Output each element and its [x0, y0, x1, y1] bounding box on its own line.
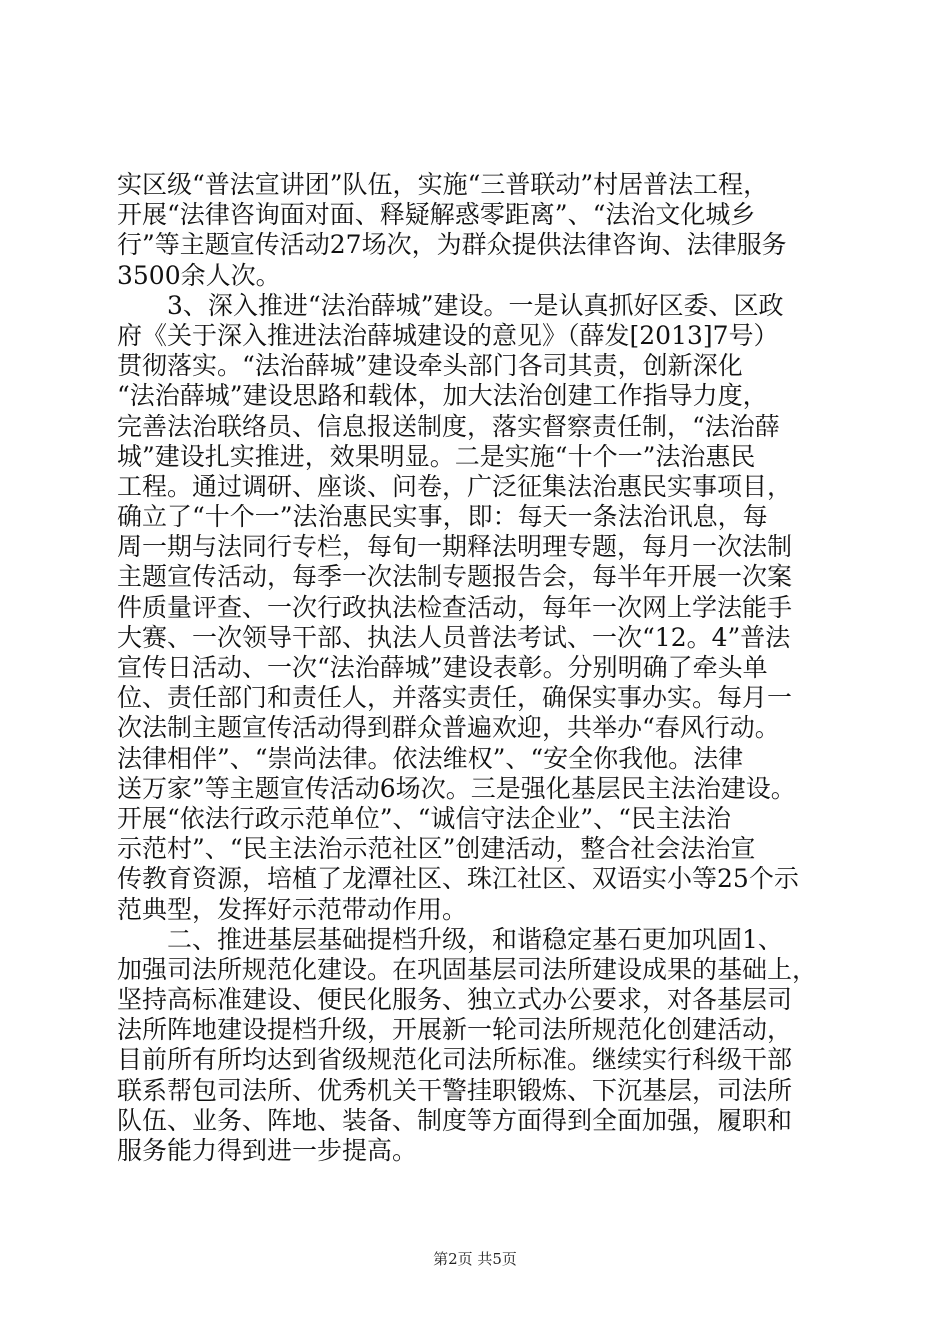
text-line: 加强司法所规范化建设。在巩固基层司法所建设成果的基础上， — [117, 954, 818, 984]
text-line: 送万家”等主题宣传活动6场次。三是强化基层民主法治建设。 — [117, 773, 796, 803]
body-text — [117, 170, 847, 1166]
text-line: 件质量评查、一次行政执法检查活动，每年一次网上学法能手 — [117, 592, 793, 622]
text-line: 确立了“十个一”法治惠民实事，即：每天一条法治讯息，每 — [117, 502, 768, 532]
text-line: 周一期与法同行专栏，每旬一期释法明理专题，每月一次法制 — [117, 532, 793, 562]
text-line: 范典型，发挥好示范带动作用。 — [117, 894, 468, 924]
text-line: 位、责任部门和责任人，并落实责任，确保实事办实。每月一 — [117, 683, 793, 713]
text-line: 贯彻落实。“法治薛城”建设牵头部门各司其责，创新深化 — [117, 351, 743, 381]
text-line: 主题宣传活动，每季一次法制专题报告会，每半年开展一次案 — [117, 562, 793, 592]
text-line: 宣传日活动、一次“法治薛城”建设表彰。分别明确了牵头单 — [117, 653, 768, 682]
text-line: 开展“法律咨询面对面、释疑解惑零距离”、“法治文化城乡 — [117, 200, 756, 230]
text-line: 坚持高标准建设、便民化服务、独立式办公要求，对各基层司 — [117, 985, 793, 1015]
text-line: “法治薛城”建设思路和载体，加大法治创建工作指导力度， — [117, 381, 768, 411]
text-line: 工程。通过调研、座谈、问卷，广泛征集法治惠民实事项目， — [117, 471, 793, 501]
text-line: 目前所有所均达到省级规范化司法所标准。继续实行科级干部 — [117, 1045, 793, 1075]
page-footer: 第2页 共5页 — [433, 1250, 517, 1268]
text-line: 联系帮包司法所、优秀机关干警挂职锻炼、下沉基层，司法所 — [117, 1075, 793, 1105]
text-line: 法所阵地建设提档升级，开展新一轮司法所规范化创建活动， — [117, 1015, 793, 1045]
text-line: 开展“依法行政示范单位”、“诚信守法企业”、“民主法治 — [117, 803, 731, 833]
text-line: 次法制主题宣传活动得到群众普遍欢迎，共举办“春风行动。 — [117, 713, 780, 743]
text-line: 二、推进基层基础提档升级，和谐稳定基石更加巩固1、 — [117, 924, 783, 954]
text-line: 实区级“普法宣讲团”队伍，实施“三普联动”村居普法工程， — [117, 170, 769, 199]
text-line: 传教育资源，培植了龙潭社区、珠江社区、双语实小等25个示 — [117, 864, 799, 894]
text-line: 服务能力得到进一步提高。 — [117, 1136, 418, 1165]
text-line: 法律相伴”、“崇尚法律。依法维权”、“安全你我他。法律 — [117, 743, 744, 773]
text-line: 府《关于深入推进法治薛城建设的意见》（薛发[2013]7号） — [117, 320, 779, 350]
text-line: 示范村”、“民主法治示范社区”创建活动，整合社会法治宣 — [117, 834, 756, 864]
text-line: 行”等主题宣传活动27场次，为群众提供法律咨询、法律服务 — [117, 230, 787, 260]
text-line: 3、深入推进“法治薛城”建设。一是认真抓好区委、区政 — [117, 290, 784, 320]
text-line: 大赛、一次领导干部、执法人员普法考试、一次“12。4”普法 — [117, 622, 791, 652]
text-line: 完善法治联络员、信息报送制度，落实督察责任制，“法治薛 — [117, 411, 780, 441]
text-line: 3500余人次。 — [117, 260, 281, 290]
text-line: 队伍、业务、阵地、装备、制度等方面得到全面加强，履职和 — [117, 1105, 793, 1135]
text-line: 城”建设扎实推进，效果明显。二是实施“十个一”法治惠民 — [117, 441, 756, 471]
